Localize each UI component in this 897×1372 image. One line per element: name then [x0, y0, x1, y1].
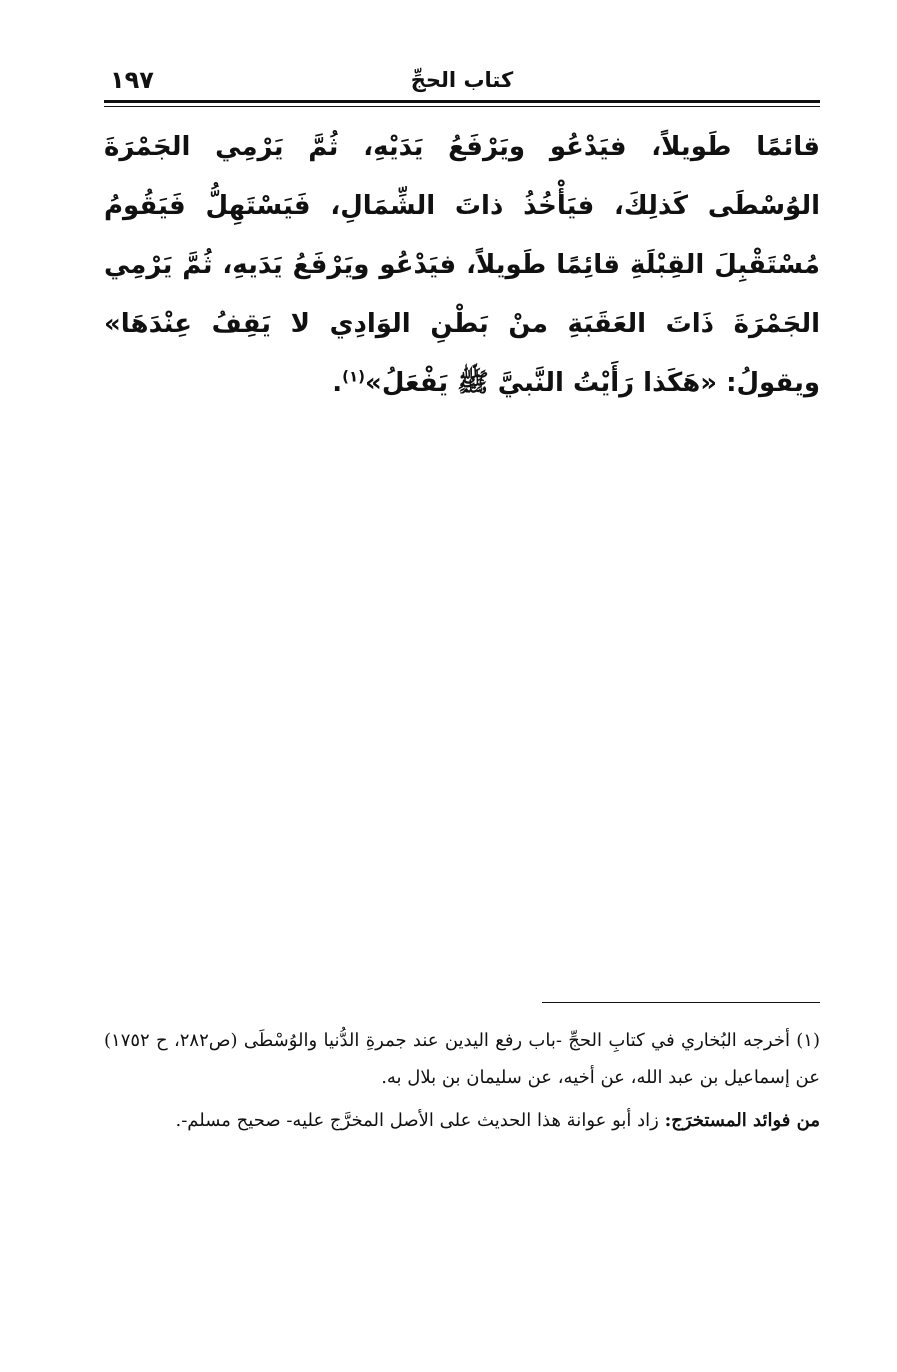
page-header: [104, 64, 820, 96]
footnotes: [104, 1022, 820, 1145]
footnote-2-text: زاد أبو عوانة هذا الحديث على الأصل المخرَّج عليه- صحيح مسلم-.: [175, 1110, 659, 1131]
footnote-1: (١) أخرجه البُخاري في كتابِ الحجِّ -باب رفع اليدين عند جمرةِ الدُّنيا والوُسْطَى (ص٢٨٢، ح ١٧٥٢) عن إسماعيل بن عبد الله، عن أخيه، عن سليمان بن بلال به.: [104, 1030, 820, 1088]
body-text: قائمًا طَويلاً، فيَدْعُو ويَرْفَعُ يَدَيْهِ، ثُمَّ يَرْمِي الجَمْرَةَ الوُسْطَى كَذلِكَ، فيَأْخُذُ ذاتَ الشِّمَالِ، فَيَسْتَهِلُّ فَيَقُومُ مُسْتَقْبِلَ القِبْلَةِ قائِمًا طَويلاً، فيَدْعُو ويَرْفَعُ يَدَيهِ، ثُمَّ يَرْمِي الجَمْرَةَ ذَاتَ العَقَبَةِ منْ بَطْنِ الوَادِي لا يَقِفُ عِنْدَهَا» ويقولُ: «هَكَذا رَأَيْتُ النَّبيَّ ﷺ يَفْعَلُ»: [104, 132, 820, 398]
footnote-2-label: من فوائد المستخرَج:: [664, 1110, 820, 1131]
running-title: كتاب الحجِّ: [410, 68, 514, 92]
header-rule-thick: [104, 100, 820, 103]
footnote-reference: (١): [342, 367, 366, 386]
body-paragraph: [104, 118, 820, 413]
header-rule-thin: [104, 106, 820, 107]
end-mark: .: [332, 368, 343, 398]
footnote-separator: [542, 1002, 820, 1003]
footnote-2: [104, 1102, 820, 1139]
page-number: ١٩٧: [110, 66, 154, 94]
